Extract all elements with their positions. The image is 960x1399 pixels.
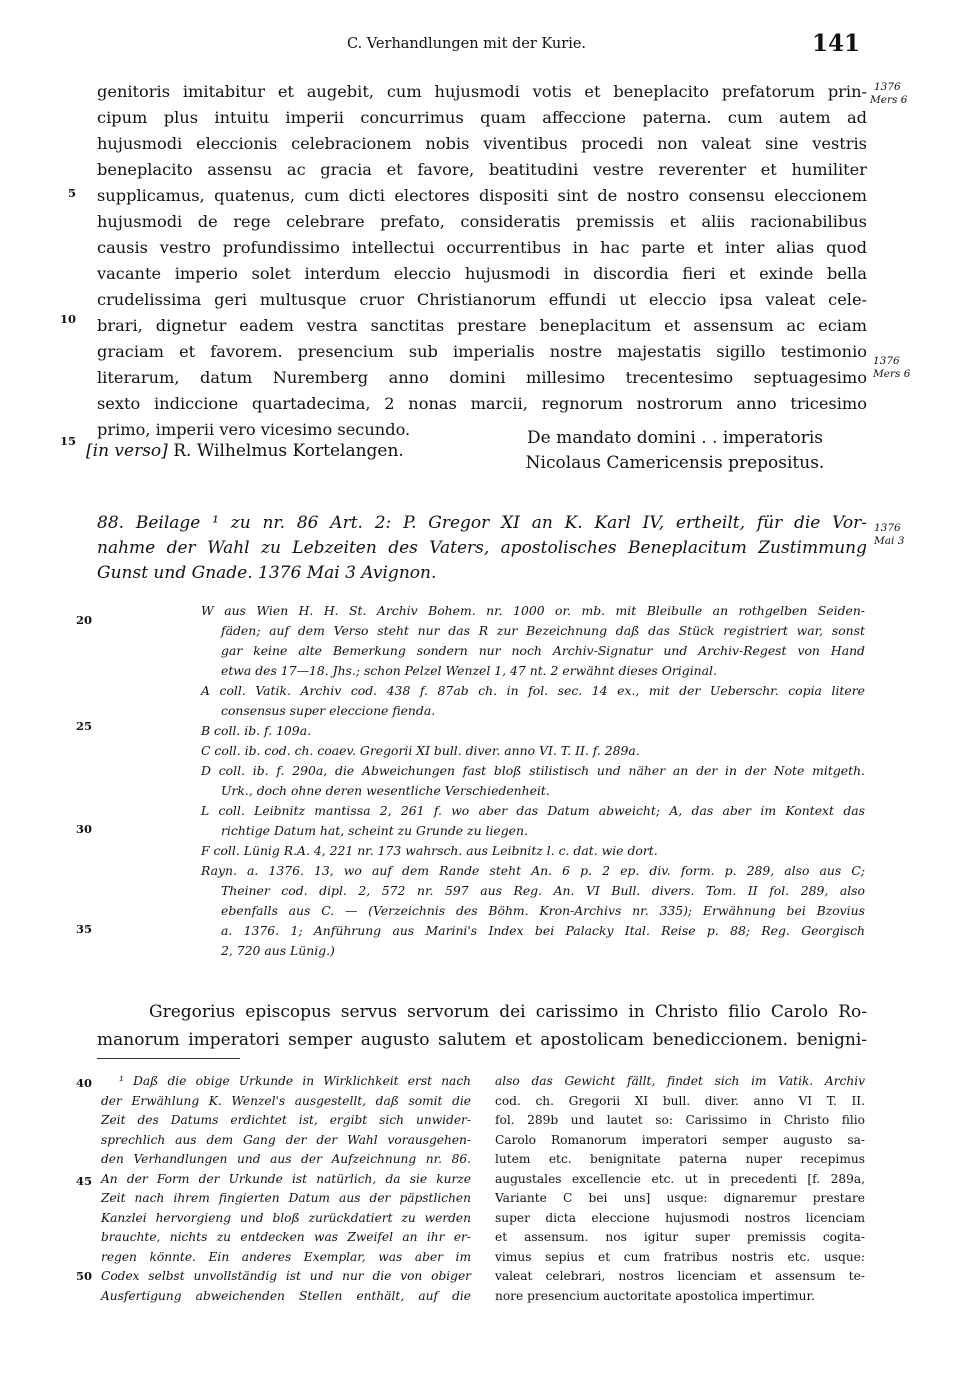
footnote-line: super dicta eleccione hujusmodi nostros licenciam <box>495 1210 865 1225</box>
text-line: sexto indiccione quartadecima, 2 nonas marcii, regnorum nostrorum anno tricesimo <box>97 394 867 413</box>
mandate-line: Nicolaus Camericensis prepositus. <box>525 453 825 473</box>
text-line: graciam et favorem. presencium sub imperialis nostre majestatis sigillo testimonio <box>97 342 867 361</box>
greeting-line: manorum imperatori semper augusto salutem et apostolicam benediccionem. benigni- <box>97 1030 867 1050</box>
footnote-line: Carolo Romanorum imperatori semper augusto sa- <box>495 1132 865 1147</box>
page-header <box>0 30 960 60</box>
line-number: 50 <box>75 1269 92 1283</box>
footnote-line: valeat celebrari, nostros licenciam et assensum te- <box>495 1269 865 1283</box>
apparatus-line: 2, 720 aus Lünig.) <box>221 943 335 958</box>
margin-date <box>873 355 910 381</box>
footnote-line: cod. ch. Gregorii XI bull. diver. anno VI T. II. <box>495 1093 865 1108</box>
line-number: 10 <box>59 312 76 326</box>
apparatus-line: Urk., doch ohne deren wesentliche Verschiedenheit. <box>221 783 550 798</box>
mandate-note <box>500 426 850 476</box>
apparatus-line: C coll. ib. cod. ch. coaev. Gregorii XI bull. diver. anno VI. T. II. f. 289a. <box>201 743 640 758</box>
line-number: 5 <box>67 186 76 200</box>
footnote-line: der Erwählung K. Wenzel's ausgestellt, daß somit die <box>101 1093 471 1108</box>
text-line: primo, imperii vero vicesimo secundo. <box>97 420 411 439</box>
footnote-line: lutem etc. benignitate paterna nuper recepimus <box>495 1152 865 1166</box>
footnote-line: Zeit des Datums erdichtet ist, ergibt sich unwider- <box>101 1113 471 1127</box>
footnote-line: den Verhandlungen und aus der Aufzeichnung nr. 86. <box>101 1152 471 1166</box>
line-number: 35 <box>75 922 92 936</box>
apparatus-line: F coll. Lünig R.A. 4, 221 nr. 173 wahrsch. aus Leibnitz l. c. dat. wie dort. <box>201 843 658 858</box>
heading-line: Gunst und Gnade. 1376 Mai 3 Avignon. <box>97 563 437 583</box>
footnote-line: Kanzlei hervorgieng und bloß zurückdatiert zu werden <box>101 1210 471 1225</box>
footnote-line: regen könnte. Ein anderes Exemplar, was aber im <box>101 1249 471 1264</box>
apparatus-line: richtige Datum hat, scheint zu Grunde zu liegen. <box>221 823 528 838</box>
footnote-line: Variante C bei uns] usque: dignaremur prestare <box>495 1191 865 1205</box>
text-line: genitoris imitabitur et augebit, cum hujusmodi votis et beneplacito prefatorum prin- <box>97 82 867 101</box>
line-number: 25 <box>75 719 92 733</box>
footnote-line: ¹ Daß die obige Urkunde in Wirklichkeit erst nach <box>119 1074 471 1088</box>
mandate-line: De mandato domini . . imperatoris <box>527 428 823 448</box>
apparatus-line: Rayn. a. 1376. 13, wo auf dem Rande steht An. 6 p. 2 ep. div. form. p. 289, also aus C; <box>201 863 865 878</box>
apparatus-line: gar keine alte Bemerkung sondern nur noch Archiv-Signatur und Archiv-Regest von Hand <box>221 643 865 658</box>
text-line: beneplacito assensu ac gracia et favore, beatitudini vestre reverenter et humiliter <box>97 160 867 179</box>
apparatus-line: Theiner cod. dipl. 2, 572 nr. 597 aus Reg. An. VI Bull. divers. Tom. II fol. 289, also <box>221 883 865 898</box>
footnote-divider <box>97 1058 240 1059</box>
margin-date <box>870 81 908 107</box>
line-number: 30 <box>75 822 92 836</box>
text-line: cipum plus intuitu imperii concurrimus quam affeccione paterna. cum autem ad <box>97 108 867 127</box>
footnote-line: Ausfertigung abweichenden Stellen enthält, auf die <box>101 1288 471 1303</box>
footnote-line: brauchte, nichts zu entdecken was Zweifel an ihr er- <box>101 1230 471 1244</box>
margin-date-day: Mers 6 <box>870 94 908 106</box>
apparatus-line: D coll. ib. f. 290a, die Abweichungen fast bloß stilistisch und näher an der in der Note mitgeth. <box>201 763 865 778</box>
apparatus-line: a. 1376. 1; Anführung aus Marini's Index bei Palacky Ital. Reise p. 88; Reg. Georgisch <box>221 923 865 938</box>
text-line: causis vestro profundissimo intellectui occurrentibus in hac parte et inter alias quod <box>97 238 867 257</box>
footnote-line: also das Gewicht fällt, findet sich im Vatik. Archiv <box>495 1074 865 1088</box>
apparatus-line: consensus super eleccione fienda. <box>221 703 436 718</box>
main-text <box>97 79 867 443</box>
line-number: 40 <box>75 1076 92 1090</box>
footnote-line: augustales excellencie etc. ut in precedenti [f. 289a, <box>495 1171 865 1186</box>
line-number: 15 <box>59 434 76 448</box>
footnote-line: An der Form der Urkunde ist natürlich, da sie kurze <box>101 1171 471 1186</box>
text-line: vacante imperio solet interdum eleccio hujusmodi in discordia fieri et exinde bella <box>97 264 867 283</box>
margin-date-year: 1376 <box>873 355 900 367</box>
footnote-line: sprechlich aus dem Gang der der Wahl vorausgehen- <box>101 1132 471 1147</box>
footnote-left-column <box>101 1072 471 1306</box>
footnote-line: Codex selbst unvollständig ist und nur die von obiger <box>101 1269 471 1283</box>
apparatus-line: B coll. ib. f. 109a. <box>201 723 312 738</box>
text-line: supplicamus, quatenus, cum dicti electores dispositi sint de nostro consensu eleccionem <box>97 186 867 205</box>
text-line: crudelissima geri multusque cruor Christianorum effundi ut eleccio ipsa valeat cele- <box>97 290 867 309</box>
text-line: brari, dignetur eadem vestra sanctitas prestare beneplacitum et assensum ac eciam <box>97 316 867 335</box>
footnote-line: Zeit nach ihrem fingierten Datum aus der päpstlichen <box>101 1191 471 1205</box>
footnote-line: et assensum. nos igitur super premissis cogita- <box>495 1230 865 1244</box>
margin-date-day: Mers 6 <box>873 368 911 380</box>
footnote-line: vimus sepius et cum fratribus nostris etc. usque: <box>495 1249 865 1264</box>
footnote-right-column <box>495 1072 865 1306</box>
margin-date-year: 1376 <box>874 81 901 93</box>
verso-text: R. Wilhelmus Kortelangen. <box>173 441 404 461</box>
greeting-line: Gregorius episcopus servus servorum dei carissimo in Christo filio Carolo Ro- <box>149 1002 867 1022</box>
apparatus-line: etwa des 17—18. Jhs.; schon Pelzel Wenzel 1, 47 nt. 2 erwähnt dieses Original. <box>221 663 717 678</box>
margin-date-year: 1376 <box>874 522 901 534</box>
margin-date <box>874 522 904 548</box>
text-line: hujusmodi eleccionis celebracionem nobis viventibus procedi non valeat sine vestris <box>97 134 867 153</box>
apparatus-line: W aus Wien H. H. St. Archiv Bohem. nr. 1000 or. mb. mit Bleibulle an rothgelben Seiden- <box>201 603 865 618</box>
line-number: 20 <box>75 613 92 627</box>
apparatus-line: ebenfalls aus C. — (Verzeichnis des Böhm. Kron-Archivs nr. 335); Erwähnung bei Bzovius <box>221 903 865 918</box>
line-number: 45 <box>75 1174 92 1188</box>
text-line: literarum, datum Nuremberg anno domini millesimo trecentesimo septuagesimo <box>97 368 867 387</box>
heading-line: 88. Beilage ¹ zu nr. 86 Art. 2: P. Gregor XI an K. Karl IV, ertheilt, für die Vor- <box>97 513 867 533</box>
document-heading <box>97 511 867 586</box>
running-head: C. Verhandlungen mit der Kurie. <box>347 36 587 52</box>
page-number: 141 <box>812 30 861 57</box>
letter-greeting <box>97 998 867 1054</box>
footnote-line: nore presencium auctoritate apostolica impertimur. <box>495 1288 815 1303</box>
critical-apparatus <box>201 601 865 961</box>
margin-date-day: Mai 3 <box>874 535 905 547</box>
apparatus-line: A coll. Vatik. Archiv cod. 438 f. 87ab ch. in fol. sec. 14 ex., mit der Ueberschr. copia litere <box>201 683 865 698</box>
apparatus-line: fäden; auf dem Verso steht nur das R zur Bezeichnung daß das Stück registriert war, sonst <box>221 623 865 638</box>
apparatus-line: L coll. Leibnitz mantissa 2, 261 f. wo aber das Datum abweicht; A, das aber im Kontext das <box>201 803 865 818</box>
text-line: hujusmodi de rege celebrare prefato, consideratis premissis et aliis racionabilibus <box>97 212 867 231</box>
verso-note <box>86 441 404 461</box>
footnote-line: fol. 289b und lautet so: Carissimo in Christo filio <box>495 1113 865 1127</box>
verso-label: [in verso] <box>86 441 168 461</box>
heading-line: nahme der Wahl zu Lebzeiten des Vaters, apostolisches Beneplacitum Zustimmung <box>97 538 867 558</box>
